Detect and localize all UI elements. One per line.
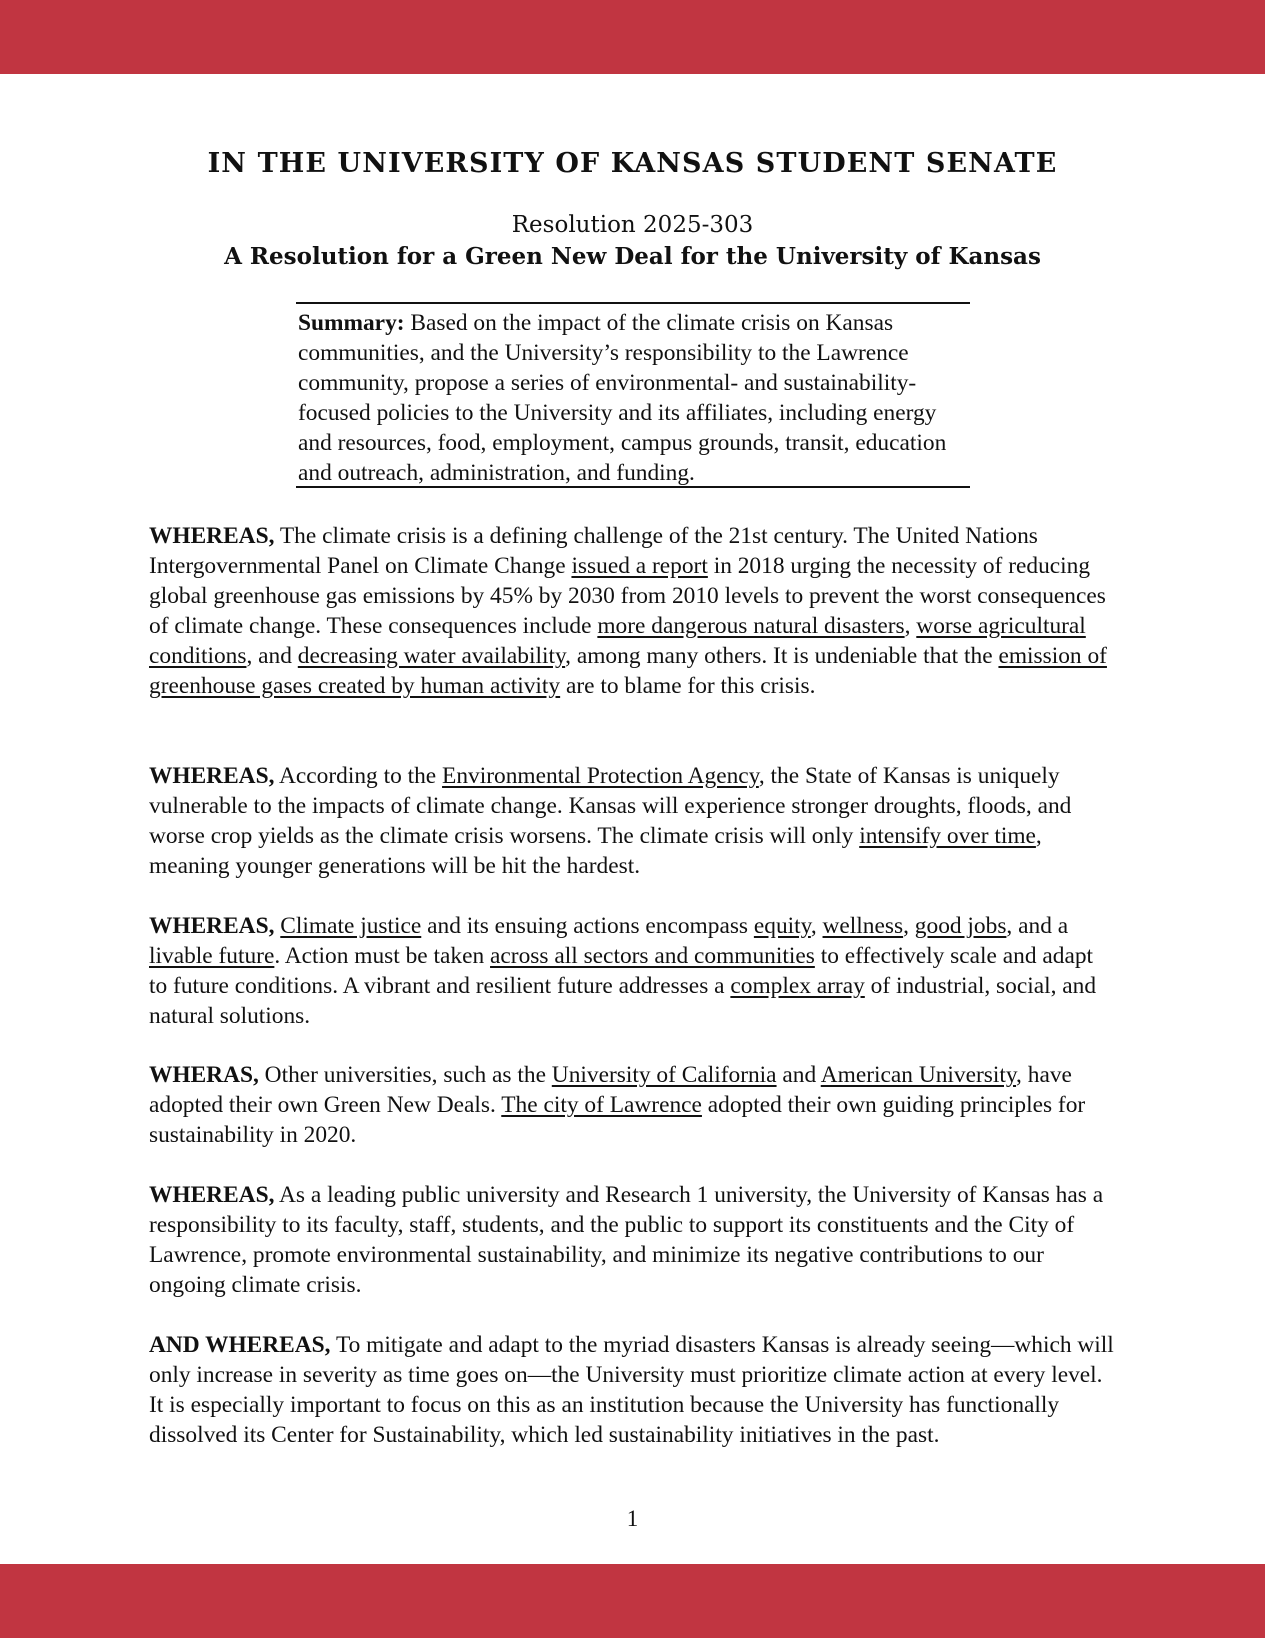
clause-text: , have adopted their own Green New Deals.: [149, 1062, 1072, 1118]
clause-text: , and a: [1006, 913, 1069, 939]
clause-text: are to blame for this crisis.: [560, 673, 816, 699]
link-livable-future[interactable]: livable future: [149, 943, 275, 969]
link-good-jobs[interactable]: good jobs: [914, 913, 1007, 939]
clause-text: , the State of Kansas is uniquely vulnerable to the impacts of climate change. Kansas will experience stronger droughts, floods, and worse crop yields as the climate crisis worsens. The climate crisis will only: [149, 763, 1072, 849]
clause-text: . Action must be taken: [274, 943, 491, 969]
whereas-clause-1: [149, 521, 1117, 701]
clause-text: and its ensuing actions encompass: [421, 913, 754, 939]
clause-lead: WHEREAS,: [149, 1182, 275, 1208]
whereas-clause-5: [149, 1180, 1117, 1300]
link-emission-of-greenhouse-gases[interactable]: emission of greenhouse gases created by human activity: [149, 643, 1107, 699]
link-city-of-lawrence[interactable]: The city of Lawrence: [501, 1092, 702, 1118]
summary-box: [296, 302, 970, 488]
clause-text: to effectively scale and adapt to future conditions. A vibrant and resilient future addresses a: [149, 943, 1094, 999]
link-wellness[interactable]: wellness: [822, 913, 904, 939]
link-environmental-protection-agency[interactable]: Environmental Protection Agency: [442, 763, 759, 789]
link-university-of-california[interactable]: University of California: [551, 1062, 777, 1088]
clause-text: , and: [246, 643, 298, 669]
whereas-clause-2: [149, 761, 1117, 881]
senate-heading: IN THE UNIVERSITY OF KANSAS STUDENT SENATE: [207, 148, 1058, 179]
link-complex-array[interactable]: complex array: [730, 973, 865, 999]
clause-text: ,: [904, 613, 917, 639]
clause-lead: WHEREAS,: [149, 913, 275, 939]
link-issued-a-report[interactable]: issued a report: [571, 553, 708, 579]
link-worse-agricultural-conditions[interactable]: worse agricultural conditions: [149, 613, 1086, 669]
resolution-title: A Resolution for a Green New Deal for the University of Kansas: [224, 243, 1041, 270]
clause-text: The climate crisis is a defining challenge of the 21st century. The United Nations Intergovernmental Panel on Climate Change: [149, 523, 1038, 579]
clause-text: According to the: [274, 763, 443, 789]
link-climate-justice[interactable]: Climate justice: [280, 913, 422, 939]
clause-text: As a leading public university and Research 1 university, the University of Kansas has a responsibility to its faculty, staff, students, and the public to support its constituents and the City of Lawrence, promote environmental sustainability, and minimize its negative contributions to our ongoing climate crisis.: [149, 1182, 1104, 1298]
link-american-university[interactable]: American University: [820, 1062, 1017, 1088]
clause-text: To mitigate and adapt to the myriad disasters Kansas is already seeing—which will only increase in severity as time goes on—the University must prioritize climate action at every level. It is especially important to focus on this as an institution because the University has functionally dissolved its Center for Sustainability, which led sustainability initiatives in the past.: [149, 1332, 1114, 1448]
page-number: 1: [626, 1506, 639, 1531]
top-banner: [0, 0, 1265, 74]
whereas-clause-6: [149, 1330, 1117, 1450]
link-more-dangerous-natural-disasters[interactable]: more dangerous natural disasters: [597, 613, 905, 639]
resolution-number: Resolution 2025-303: [511, 212, 754, 238]
clause-lead: WHERAS,: [149, 1062, 259, 1088]
link-intensify-over-time[interactable]: intensify over time: [859, 823, 1036, 849]
clause-text: ,: [903, 913, 915, 939]
clause-lead: WHEREAS,: [149, 763, 275, 789]
clause-text: and: [776, 1062, 821, 1088]
clause-text: , among many others. It is undeniable that the: [565, 643, 999, 669]
clause-lead: AND WHEREAS,: [149, 1332, 331, 1358]
clause-lead: WHEREAS,: [149, 523, 275, 549]
clause-text: adopted their own guiding principles for sustainability in 2020.: [149, 1092, 1086, 1148]
link-equity[interactable]: equity: [753, 913, 811, 939]
whereas-clause-3: [149, 911, 1117, 1031]
summary-label: Summary:: [298, 310, 405, 336]
clause-text: Other universities, such as the: [258, 1062, 552, 1088]
clause-text: of industrial, social, and natural solutions.: [149, 973, 1097, 1029]
clause-text: ,: [810, 913, 823, 939]
summary-text: Based on the impact of the climate crisis on Kansas communities, and the University’s responsibility to the Lawrence community, propose a series of environmental- and sustainability-focused policies to the University and its affiliates, including energy and resources, food, employment, campus grounds, transit, education and outreach, administration, and funding.: [298, 310, 947, 486]
link-across-all-sectors[interactable]: across all sectors and communities: [490, 943, 815, 969]
whereas-clause-4: [149, 1060, 1117, 1150]
bottom-banner: [0, 1564, 1265, 1638]
clause-text: , meaning younger generations will be hit the hardest.: [149, 823, 1042, 879]
link-decreasing-water-availability[interactable]: decreasing water availability: [297, 643, 566, 669]
clause-text: in 2018 urging the necessity of reducing global greenhouse gas emissions by 45% by 2030 from 2010 levels to prevent the worst consequences of climate change. These consequences include: [149, 553, 1106, 639]
